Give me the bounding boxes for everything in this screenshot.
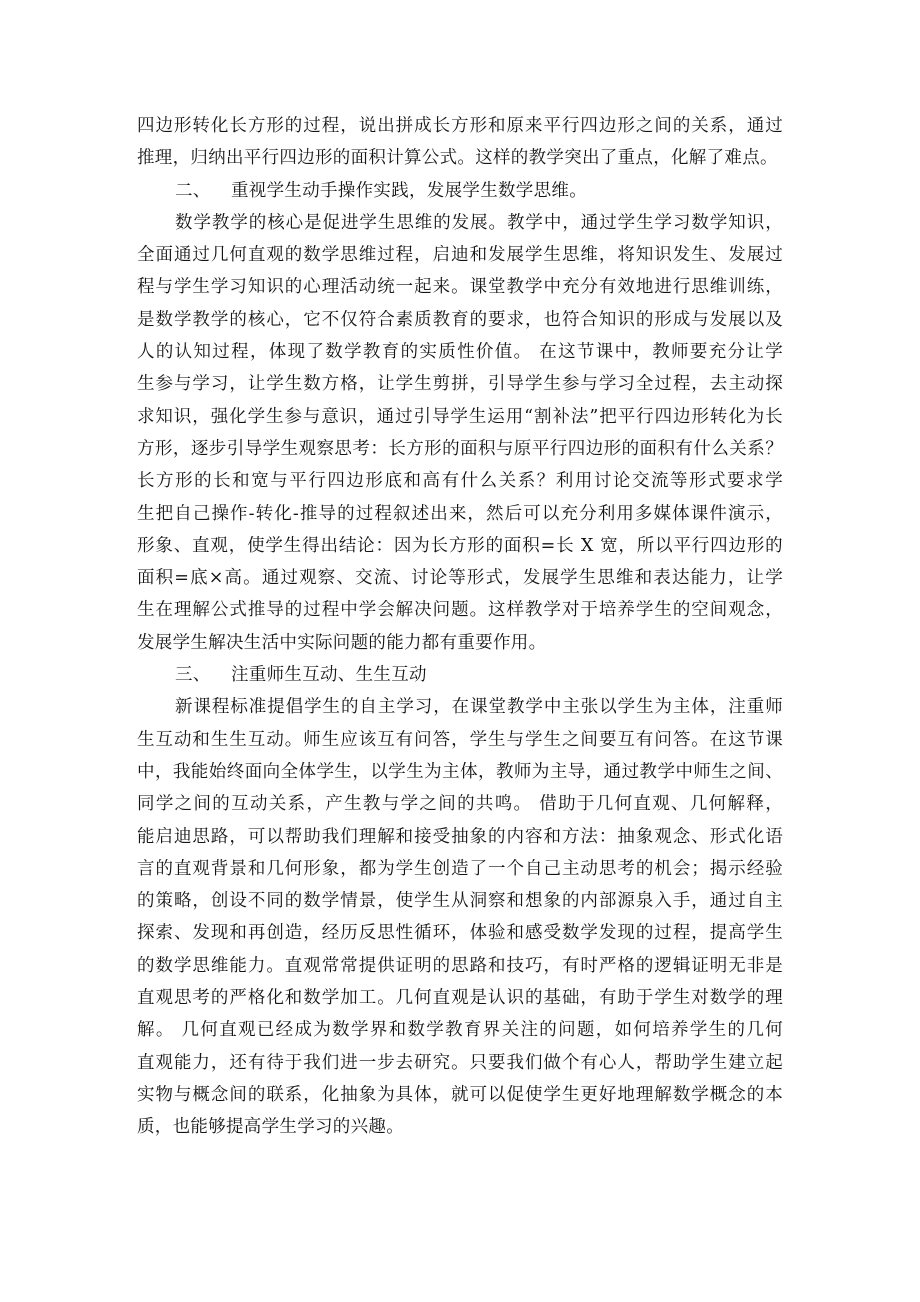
text-line: 能启迪思路，可以帮助我们理解和接受抽象的内容和方法：抽象观念、形式化语 bbox=[137, 826, 783, 847]
text-line: 面积=底×高。通过观察、交流、讨论等形式，发展学生思维和表达能力，让学 bbox=[137, 568, 783, 589]
section-number: 三、 bbox=[175, 665, 211, 686]
text-line: 形象、直观，使学生得出结论：因为长方形的面积=长 X 宽，所以平行四边形的 bbox=[137, 535, 783, 556]
paragraph-interaction bbox=[137, 691, 783, 1143]
text-line: 直观思考的严格化和数学加工。几何直观是认识的基础，有助于学生对数学的理 bbox=[137, 988, 783, 1009]
section-heading-2 bbox=[137, 175, 783, 207]
text-line: 新课程标准提倡学生的自主学习，在课堂教学中主张以学生为主体，注重师 bbox=[175, 697, 783, 718]
text-line: 实物与概念间的联系，化抽象为具体，就可以促使学生更好地理解数学概念的本 bbox=[137, 1084, 783, 1105]
section-title: 注重师生互动、生生互动 bbox=[231, 665, 427, 686]
text-line: 生参与学习，让学生数方格，让学生剪拼，引导学生参与学习全过程，去主动探 bbox=[137, 374, 783, 395]
text-line: 直观能力，还有待于我们进一步去研究。只要我们做个有心人，帮助学生建立起 bbox=[137, 1052, 783, 1073]
text-line: 生在理解公式推导的过程中学会解决问题。这样教学对于培养学生的空间观念， bbox=[137, 600, 783, 621]
text-line: 探索、发现和再创造，经历反思性循环，体验和感受数学发现的过程，提高学生 bbox=[137, 923, 783, 944]
text-line: 生把自己操作-转化-推导的过程叙述出来，然后可以充分利用多媒体课件演示， bbox=[137, 503, 783, 524]
text-line: 程与学生学习知识的心理活动统一起来。课堂教学中充分有效地进行思维训练， bbox=[137, 277, 783, 298]
text-line: 方形，逐步引导学生观察思考：长方形的面积与原平行四边形的面积有什么关系？ bbox=[137, 438, 783, 459]
text-line: 推理，归纳出平行四边形的面积计算公式。这样的教学突出了重点，化解了难点。 bbox=[137, 148, 778, 169]
text-line: 发展学生解决生活中实际问题的能力都有重要作用。 bbox=[137, 632, 547, 653]
text-line: 是数学教学的核心，它不仅符合素质教育的要求，也符合知识的形成与发展以及 bbox=[137, 309, 783, 330]
paragraph-continuation bbox=[137, 110, 783, 175]
document-body bbox=[137, 110, 783, 1144]
text-line: 长方形的长和宽与平行四边形底和高有什么关系？利用讨论交流等形式要求学 bbox=[137, 471, 783, 492]
paragraph-thinking bbox=[137, 207, 783, 659]
text-line: 同学之间的互动关系，产生教与学之间的共鸣。 借助于几何直观、几何解释， bbox=[137, 794, 783, 815]
text-line: 解。 几何直观已经成为数学界和数学教育界关注的问题，如何培养学生的几何 bbox=[137, 1020, 783, 1041]
text-line: 人的认知过程，体现了数学教育的实质性价值。 在这节课中，教师要充分让学 bbox=[137, 342, 783, 363]
section-heading-3 bbox=[137, 659, 783, 691]
text-line: 中，我能始终面向全体学生，以学生为主体，教师为主导，通过教学中师生之间、 bbox=[137, 761, 783, 782]
text-line: 求知识，强化学生参与意识，通过引导学生运用“割补法”把平行四边形转化为长 bbox=[137, 406, 783, 427]
text-line: 质，也能够提高学生学习的兴趣。 bbox=[137, 1117, 404, 1138]
section-title: 重视学生动手操作实践，发展学生数学思维。 bbox=[231, 180, 587, 201]
section-number: 二、 bbox=[175, 180, 211, 201]
text-line: 的数学思维能力。直观常常提供证明的思路和技巧，有时严格的逻辑证明无非是 bbox=[137, 955, 783, 976]
text-line: 的策略，创设不同的数学情景，使学生从洞察和想象的内部源泉入手，通过自主 bbox=[137, 891, 783, 912]
text-line: 生互动和生生互动。师生应该互有问答，学生与学生之间要互有问答。在这节课 bbox=[137, 729, 783, 750]
text-line: 数学教学的核心是促进学生思维的发展。教学中，通过学生学习数学知识， bbox=[175, 212, 783, 233]
text-line: 全面通过几何直观的数学思维过程，启迪和发展学生思维，将知识发生、发展过 bbox=[137, 245, 783, 266]
text-line: 言的直观背景和几何形象，都为学生创造了一个自己主动思考的机会；揭示经验 bbox=[137, 858, 783, 879]
text-line: 四边形转化长方形的过程，说出拼成长方形和原来平行四边形之间的关系，通过 bbox=[137, 116, 783, 136]
